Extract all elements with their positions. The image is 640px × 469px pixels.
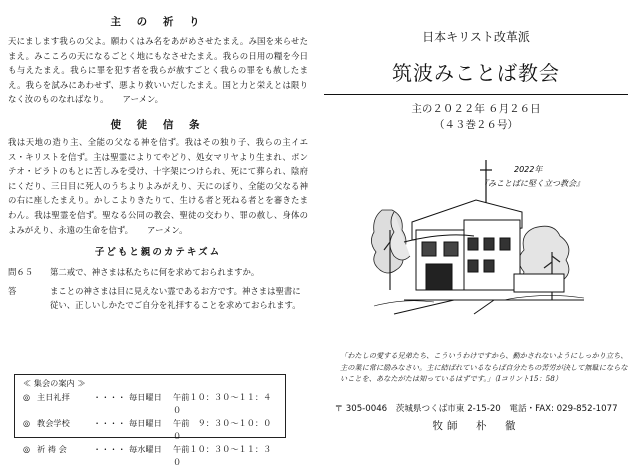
catechism-answer: [8, 284, 308, 313]
left-column: [8, 8, 308, 312]
catechism-title: 子どもと親のカテキズム: [94, 247, 222, 259]
meeting-row: [23, 417, 277, 443]
meeting-leader-dots: ・・・・: [93, 418, 126, 428]
question-text: 第二戒で、神さまは私たちに何を求めておられますか。: [50, 267, 260, 278]
bulletin-volume: （４３巻２６号）: [434, 119, 518, 131]
church-building-illustration: [364, 150, 596, 325]
right-column: [320, 0, 632, 452]
meeting-day: 毎日曜日: [129, 392, 162, 402]
answer-text: まことの神さまは目に見えない霊であるお方です。神さまは聖書に従い、正しいしかたでご自分を礼拝することを求めておられます。: [50, 285, 301, 310]
meeting-name: 主日礼拝: [37, 392, 70, 402]
meeting-row: [23, 443, 277, 469]
meeting-leader-dots: ・・・・: [93, 444, 126, 454]
church-name: 筑波みことば教会: [392, 61, 560, 85]
pastor-name: 牧師 朴 徹: [432, 420, 520, 432]
meeting-time: 午前 ９：３０～１０：００: [173, 418, 272, 441]
art-caption: 『みことばに堅く立つ教会』: [480, 179, 584, 188]
meeting-day: 毎日曜日: [129, 418, 162, 428]
meeting-name: 祈 祷 会: [37, 444, 67, 454]
apostles-creed-amen: アーメン。: [146, 224, 188, 235]
bullet-icon: ◎: [23, 418, 31, 428]
contact-info: 〒 305-0046 茨城県つくば市東 2-15-20 電話・FAX: 029-852-1077: [334, 404, 618, 414]
art-year: 2022年: [514, 165, 543, 174]
meeting-leader-dots: ・・・・: [93, 392, 126, 402]
lords-prayer-amen: アーメン。: [122, 94, 164, 105]
meeting-schedule-box: [14, 374, 286, 467]
meeting-day: 毎水曜日: [129, 444, 162, 454]
apostles-creed-text: [8, 135, 308, 237]
meeting-time: 午前１０：３０～１１：３０: [173, 444, 272, 467]
bullet-icon: ◎: [23, 444, 31, 454]
meeting-schedule-title: ≪ 集会の案内 ≫: [23, 378, 86, 388]
header-divider: [324, 94, 628, 95]
denomination-name: 日本キリスト改革派: [422, 30, 530, 44]
lords-prayer-title: 主 の 祈 り: [110, 16, 206, 28]
lords-prayer-text: [8, 34, 308, 107]
bullet-icon: ◎: [23, 392, 31, 402]
apostles-creed-body: 我は天地の造り主、全能の父なる神を信ず。我はその独り子、我らの主イエス・キリストを信ず。主は聖霊によりてやどり、処女マリヤより生まれ、ポンテオ・ピラトのもとに苦しみを受け、十字架につけられ、死にて葬られ、陰府にくだり、三日目に死人のうちよりよみがえり、天にのぼり、全能の父なる神の右に座したまえり。かしこよりきたりて、生ける者と死ねる者とを審きたまわん。我は聖霊を信ず。聖なる公同の教会、聖徒の交わり、罪の赦し、身体のよみがえり、永遠の生命を信ず。: [8, 136, 308, 235]
meeting-row: [23, 391, 277, 417]
answer-label: 答: [8, 285, 17, 296]
meeting-time: 午前１０：３０～１１：４０: [173, 392, 272, 415]
apostles-creed-title: 使 徒 信 条: [110, 118, 206, 131]
lords-prayer-body: 天にまします我らの父よ。願わくはみ名をあがめさせたまえ。み国を来らせたまえ。みこころの天になるごとく地にもなさせたまえ。我らの日用の糧を今日も与えたまえ。我らに罪を犯す者を我らが赦すごとく我らの罪をも赦したまえ。我らを試みにあわせず、悪より救いいだしたまえ。国と力と栄えとは限りなく汝のものなればなり。: [8, 36, 308, 105]
catechism-question: [8, 265, 308, 279]
bulletin-date: 主の２０２２年 ６月２６日: [411, 103, 541, 115]
meeting-name: 教会学校: [37, 418, 70, 428]
tree-left-icon: [371, 210, 410, 290]
question-label: 問６５: [8, 267, 34, 278]
bible-verse: 「わたしの愛する兄弟たち、こういうわけですから、動かされないようにしっかり立ち、主の業に常に励みなさい。主に結ばれているならば自分たちの苦労が決して無駄にならないことを、あなたがたは知っているはずです。」（Iコリント15：58）: [340, 351, 628, 383]
